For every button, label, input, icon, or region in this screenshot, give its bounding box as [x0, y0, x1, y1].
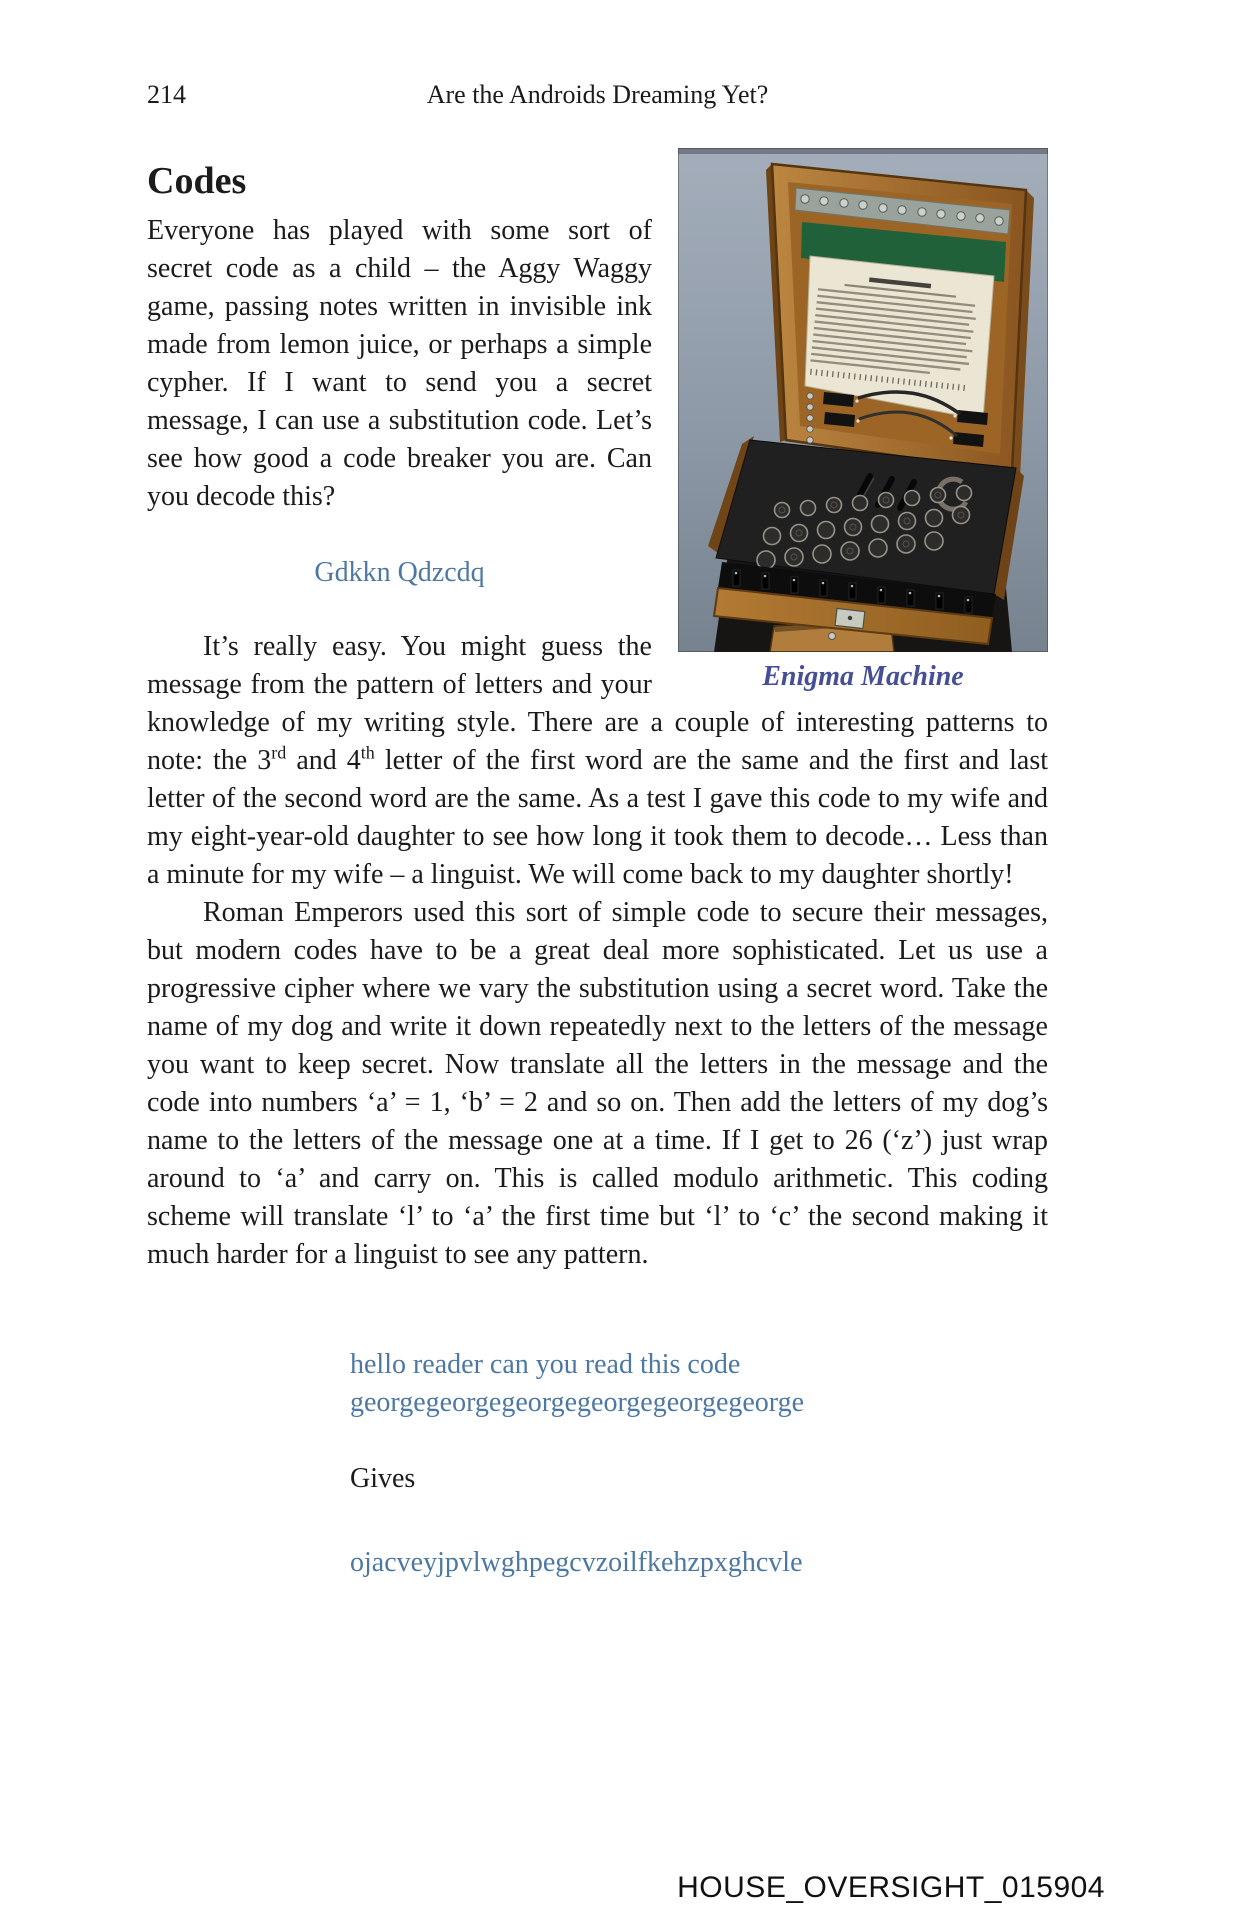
paragraph-decode-seg2: and 4	[286, 745, 361, 776]
page-number: 214	[147, 80, 186, 109]
paragraph-decode-seg1: It’s really easy. You might guess the message from the pattern of letters and your knowledge of my writing style. There are a couple of interesting patterns to note: the 3	[147, 631, 1048, 776]
running-head	[147, 80, 1048, 110]
plaintext-line: hello reader can you read this code	[350, 1349, 741, 1380]
paragraph-intro: Everyone has played with some sort of secret code as a child – the Aggy Waggy game, passing notes written in invisible ink made from lemon juice, or perhaps a simple cypher. If I want to send you a secret message, I can use a substitution code. Let’s see how good a code breaker you are. Can you decode this?	[147, 215, 652, 512]
page-content	[147, 140, 1048, 1582]
code-demo-block	[350, 1346, 1048, 1582]
paragraph-decode-seg3: letter of the first word are the same and the first and last letter of the second word are the same. As a test I gave this code to my wife and my eight-year-old daughter to see how long it took them to decode… Less than a minute for my wife – a linguist. We will come back to my daughter shortly!	[147, 745, 1048, 890]
enigma-machine-illustration	[678, 148, 1048, 652]
ordinal-superscript-rd: rd	[271, 742, 287, 763]
paragraph-modulo: Roman Emperors used this sort of simple code to secure their messages, but modern codes have to be a great deal more sophisticated. Let us use a progressive cipher where we vary the substitution using a secret word. Take the name of my dog and write it down repeatedly next to the letters of the message you want to keep secret. Now translate all the letters in the message and the code into numbers ‘a’ = 1, ‘b’ = 2 and so on. Then add the letters of my dog’s name to the letters of the message one at a time. If I get to 26 (‘z’) just wrap around to ‘a’ and carry on. This is called modulo arithmetic. This coding scheme will translate ‘l’ to ‘a’ the first time but ‘l’ to ‘c’ the second making it much harder for a linguist to see any pattern.	[147, 897, 1048, 1270]
section-heading: Codes	[147, 160, 247, 202]
photo-caption: Enigma Machine	[762, 661, 964, 692]
oversight-stamp: HOUSE_OVERSIGHT_015904	[677, 1871, 1105, 1904]
enigma-machine-photo	[678, 148, 1048, 694]
key-line: georgegeorgegeorgegeorgegeorgegeorge	[350, 1387, 805, 1418]
ordinal-superscript-th: th	[360, 742, 375, 763]
gives-label: Gives	[350, 1463, 416, 1494]
encoded-message: Gdkkn Qdzcdq	[314, 557, 485, 588]
book-title: Are the Androids Dreaming Yet?	[426, 80, 769, 109]
ciphertext-line: ojacveyjpvlwghpegcvzoilfkehzpxghcvle	[350, 1547, 803, 1578]
